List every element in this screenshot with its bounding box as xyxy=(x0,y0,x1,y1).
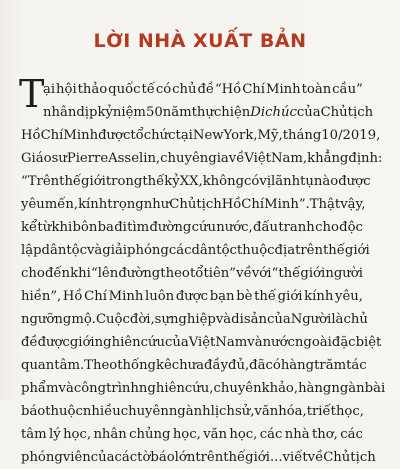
word: luôn xyxy=(145,289,175,304)
word: triết xyxy=(306,404,336,419)
word: đi xyxy=(114,220,127,235)
text-line xyxy=(21,400,363,423)
word: Việt xyxy=(244,151,271,166)
word: trong xyxy=(105,174,143,189)
word: Hồ xyxy=(21,128,41,143)
word: đề xyxy=(197,82,214,97)
word: thế xyxy=(322,243,345,258)
word: học, xyxy=(63,427,92,442)
text-line xyxy=(21,239,370,262)
word: học, xyxy=(229,427,258,442)
word: niệm xyxy=(112,105,146,120)
word: báo xyxy=(21,404,46,419)
word: độc xyxy=(339,220,363,235)
word: kỷ xyxy=(97,105,113,120)
word: đến xyxy=(44,266,71,281)
word: hóa, xyxy=(278,404,307,419)
word: thế xyxy=(142,174,165,189)
word: lãnh xyxy=(271,174,301,189)
word: tổ xyxy=(130,128,144,143)
word: mến, xyxy=(44,197,79,212)
text-line xyxy=(21,262,363,285)
word: khảo, xyxy=(261,381,299,396)
word: bè xyxy=(236,289,253,304)
word: Hồ xyxy=(221,197,242,212)
word: cho xyxy=(21,266,45,281)
word: của xyxy=(296,105,321,120)
text-line xyxy=(21,331,382,354)
word: nghiệp xyxy=(169,312,216,327)
word: lý xyxy=(49,427,61,442)
word: nhân xyxy=(43,105,77,120)
word: tộc xyxy=(66,243,87,258)
word: học, xyxy=(172,427,201,442)
word: khi xyxy=(70,266,91,281)
word: Chủ xyxy=(169,197,197,212)
word: với xyxy=(251,266,272,281)
word: khẳng xyxy=(307,151,349,166)
word: đời, xyxy=(129,312,155,327)
word: về xyxy=(236,266,252,281)
text-line xyxy=(21,101,374,124)
word: đường xyxy=(149,220,192,235)
word: toàn xyxy=(301,82,332,97)
word: chuyên xyxy=(120,404,169,419)
word: Người xyxy=(290,312,332,327)
word: Giáo xyxy=(21,151,52,166)
word: đã xyxy=(249,358,266,373)
word: Hồ xyxy=(62,289,83,304)
word: trăm xyxy=(314,358,347,373)
word: được xyxy=(338,174,371,189)
word: Chủ xyxy=(323,450,351,465)
word: vậy, xyxy=(340,197,366,212)
word: vị xyxy=(259,174,272,189)
word: Minh xyxy=(108,289,144,304)
text-line xyxy=(21,78,363,101)
text-line xyxy=(21,285,363,308)
word: “lên xyxy=(90,266,119,281)
word: học, xyxy=(335,404,364,419)
word: được xyxy=(98,128,131,143)
word: giới... xyxy=(245,450,283,465)
word: cứu, xyxy=(184,381,214,396)
word: trên xyxy=(195,450,224,465)
word: giải xyxy=(102,243,128,258)
text-line xyxy=(21,124,381,147)
word: định: xyxy=(348,151,383,166)
text-line xyxy=(21,446,376,469)
word: quốc xyxy=(108,82,141,97)
word: cứu xyxy=(140,335,165,350)
word: Minh xyxy=(265,82,301,97)
word: Di xyxy=(250,105,266,120)
word: chủng xyxy=(129,427,171,442)
word: trình xyxy=(106,381,139,396)
word: chủ xyxy=(172,82,197,97)
word: của xyxy=(90,450,115,465)
word: của xyxy=(266,312,291,327)
word: Theo xyxy=(84,358,118,373)
text-line xyxy=(21,147,383,170)
word: nghiên xyxy=(138,381,185,396)
word: công xyxy=(73,381,107,396)
word: kê xyxy=(156,358,172,373)
word: Minh”. xyxy=(264,197,310,212)
word: chức xyxy=(143,128,176,143)
word: có xyxy=(265,358,281,373)
word: chuyên xyxy=(213,381,262,396)
word: được xyxy=(175,289,209,304)
word: yêu, xyxy=(335,289,363,304)
word: đủ, xyxy=(228,358,250,373)
word: được xyxy=(37,335,70,350)
word: tụ xyxy=(300,174,314,189)
word: dân xyxy=(191,243,217,258)
word: lịch xyxy=(210,404,235,419)
word: tịch xyxy=(347,105,374,120)
word: tháng xyxy=(282,128,322,143)
word: về xyxy=(307,450,324,465)
word: di xyxy=(231,312,244,327)
word: trọng xyxy=(107,197,144,212)
word: gia xyxy=(208,151,229,166)
word: bạn xyxy=(209,289,235,304)
word: là xyxy=(331,312,344,327)
word: yêu xyxy=(21,197,45,212)
word: và xyxy=(215,312,232,327)
word: tâm. xyxy=(54,358,85,373)
word: các xyxy=(259,427,283,442)
word: hội xyxy=(56,82,77,97)
word: “thế xyxy=(271,266,301,281)
word: Asselin, xyxy=(108,151,161,166)
text-line xyxy=(21,354,367,377)
text-line xyxy=(21,377,386,400)
word: Chủ xyxy=(320,105,348,120)
word: giới xyxy=(300,266,326,281)
word: từ xyxy=(37,220,52,235)
word: Chí xyxy=(40,128,64,143)
drop-cap: T xyxy=(19,72,45,116)
word: người xyxy=(325,266,363,281)
word: cầu” xyxy=(332,82,363,97)
word: nhiều xyxy=(82,404,121,419)
preface-body xyxy=(19,72,386,469)
word: nước, xyxy=(216,220,253,235)
word: tìm xyxy=(127,220,150,235)
word: chuyên xyxy=(160,151,209,166)
word: không xyxy=(202,174,245,189)
word: hiện xyxy=(221,105,251,120)
word: mộ. xyxy=(71,312,96,327)
word: giới xyxy=(277,289,303,304)
word: 50 xyxy=(145,105,163,120)
word: văn xyxy=(203,427,227,442)
word: 10/2019, xyxy=(321,128,381,143)
word: cứu xyxy=(191,220,216,235)
text-line xyxy=(21,216,363,239)
word: hiền”, xyxy=(21,289,62,304)
word: đề xyxy=(21,335,38,350)
word: các xyxy=(114,450,138,465)
word: tranh xyxy=(278,220,315,235)
word: nước xyxy=(262,335,295,350)
word: thế xyxy=(223,450,246,465)
word: chủ xyxy=(343,312,368,327)
word: trên xyxy=(295,243,323,258)
word: các xyxy=(340,427,363,442)
text-line xyxy=(21,170,371,193)
word: quan xyxy=(21,358,55,373)
word: ngoài xyxy=(294,335,332,350)
text-line xyxy=(21,423,363,446)
word: nhân xyxy=(93,427,127,442)
word: York, xyxy=(223,128,258,143)
word: kể xyxy=(21,220,38,235)
word: lớn xyxy=(174,450,196,465)
word: tổ xyxy=(189,266,204,281)
word: tế xyxy=(141,82,155,97)
word: giới xyxy=(344,243,370,258)
word: viết xyxy=(282,450,308,465)
word: ba xyxy=(97,220,114,235)
word: Chí xyxy=(242,82,265,97)
word: sử, xyxy=(234,404,255,419)
word: ại xyxy=(43,82,56,97)
word: ngàn xyxy=(331,381,365,396)
word: giới xyxy=(69,335,95,350)
word: thuộc xyxy=(236,243,275,258)
word: thế xyxy=(59,174,82,189)
word: dịp xyxy=(76,105,98,120)
word: bài xyxy=(364,381,386,396)
word: tịch xyxy=(350,450,376,465)
word: các xyxy=(168,243,192,258)
word: nhà xyxy=(284,427,310,442)
word: thống xyxy=(117,358,156,373)
word: năm xyxy=(162,105,192,120)
word: cho xyxy=(315,220,339,235)
word: dân xyxy=(41,243,67,258)
word: chưa xyxy=(171,358,205,373)
word: có xyxy=(155,82,172,97)
word: đầy xyxy=(204,358,229,373)
word: báo xyxy=(150,450,175,465)
word: tiên” xyxy=(203,266,237,281)
word: tại xyxy=(175,128,193,143)
word: theo xyxy=(160,266,190,281)
word: tâm xyxy=(21,427,47,442)
word: kính xyxy=(78,197,108,212)
word: kính xyxy=(304,289,334,304)
word: phẩm xyxy=(21,381,59,396)
word: của xyxy=(164,335,189,350)
word: sư xyxy=(51,151,67,166)
word: thuộc xyxy=(45,404,83,419)
text-line xyxy=(21,308,368,331)
word: Pierre xyxy=(66,151,109,166)
word: tịch xyxy=(196,197,222,212)
word: và xyxy=(86,243,103,258)
word: Chí xyxy=(84,289,107,304)
word: viên xyxy=(62,450,91,465)
word: Minh xyxy=(63,128,99,143)
word: phóng xyxy=(127,243,169,258)
word: thế xyxy=(254,289,277,304)
word: lập xyxy=(21,243,42,258)
word: phóng xyxy=(21,450,63,465)
word: XX, xyxy=(179,174,203,189)
word: “Hồ xyxy=(214,82,242,97)
word: có xyxy=(244,174,260,189)
word: đường xyxy=(118,266,161,281)
word: khi xyxy=(51,220,73,235)
word: như xyxy=(143,197,170,212)
word: Thật xyxy=(309,197,341,212)
word: nào xyxy=(313,174,339,189)
word: ngành xyxy=(168,404,211,419)
word: sự xyxy=(154,312,170,327)
word: tác xyxy=(346,358,367,373)
word: về xyxy=(228,151,245,166)
text-lines xyxy=(21,78,386,469)
word: Chí xyxy=(241,197,265,212)
word: giới xyxy=(81,174,106,189)
word: sản xyxy=(243,312,267,327)
word: biệt xyxy=(355,335,382,350)
word: kỷ xyxy=(164,174,180,189)
word: “Trên xyxy=(21,174,60,189)
word: nghiên xyxy=(94,335,141,350)
word: và xyxy=(247,335,263,350)
word: Nam, xyxy=(270,151,308,166)
word: thảo xyxy=(77,82,108,97)
word: chúc xyxy=(265,105,297,120)
word: văn xyxy=(254,404,279,419)
word: New xyxy=(192,128,224,143)
word: tộc xyxy=(216,243,237,258)
word: hàng xyxy=(298,381,332,396)
word: Mỹ, xyxy=(257,128,283,143)
word: đặc xyxy=(331,335,356,350)
word: đấu xyxy=(253,220,279,235)
word: Cuộc xyxy=(95,312,130,327)
page-title: LỜI NHÀ XUẤT BẢN xyxy=(93,30,307,52)
word: bôn xyxy=(72,220,98,235)
word: thơ, xyxy=(311,427,338,442)
word: tờ xyxy=(137,450,151,465)
word: ngưỡng xyxy=(21,312,72,327)
word: địa xyxy=(274,243,296,258)
word: thực xyxy=(191,105,222,120)
word: Nam xyxy=(215,335,248,350)
word: và xyxy=(58,381,74,396)
word: Việt xyxy=(188,335,216,350)
word: hàng xyxy=(280,358,315,373)
text-line xyxy=(21,193,366,216)
